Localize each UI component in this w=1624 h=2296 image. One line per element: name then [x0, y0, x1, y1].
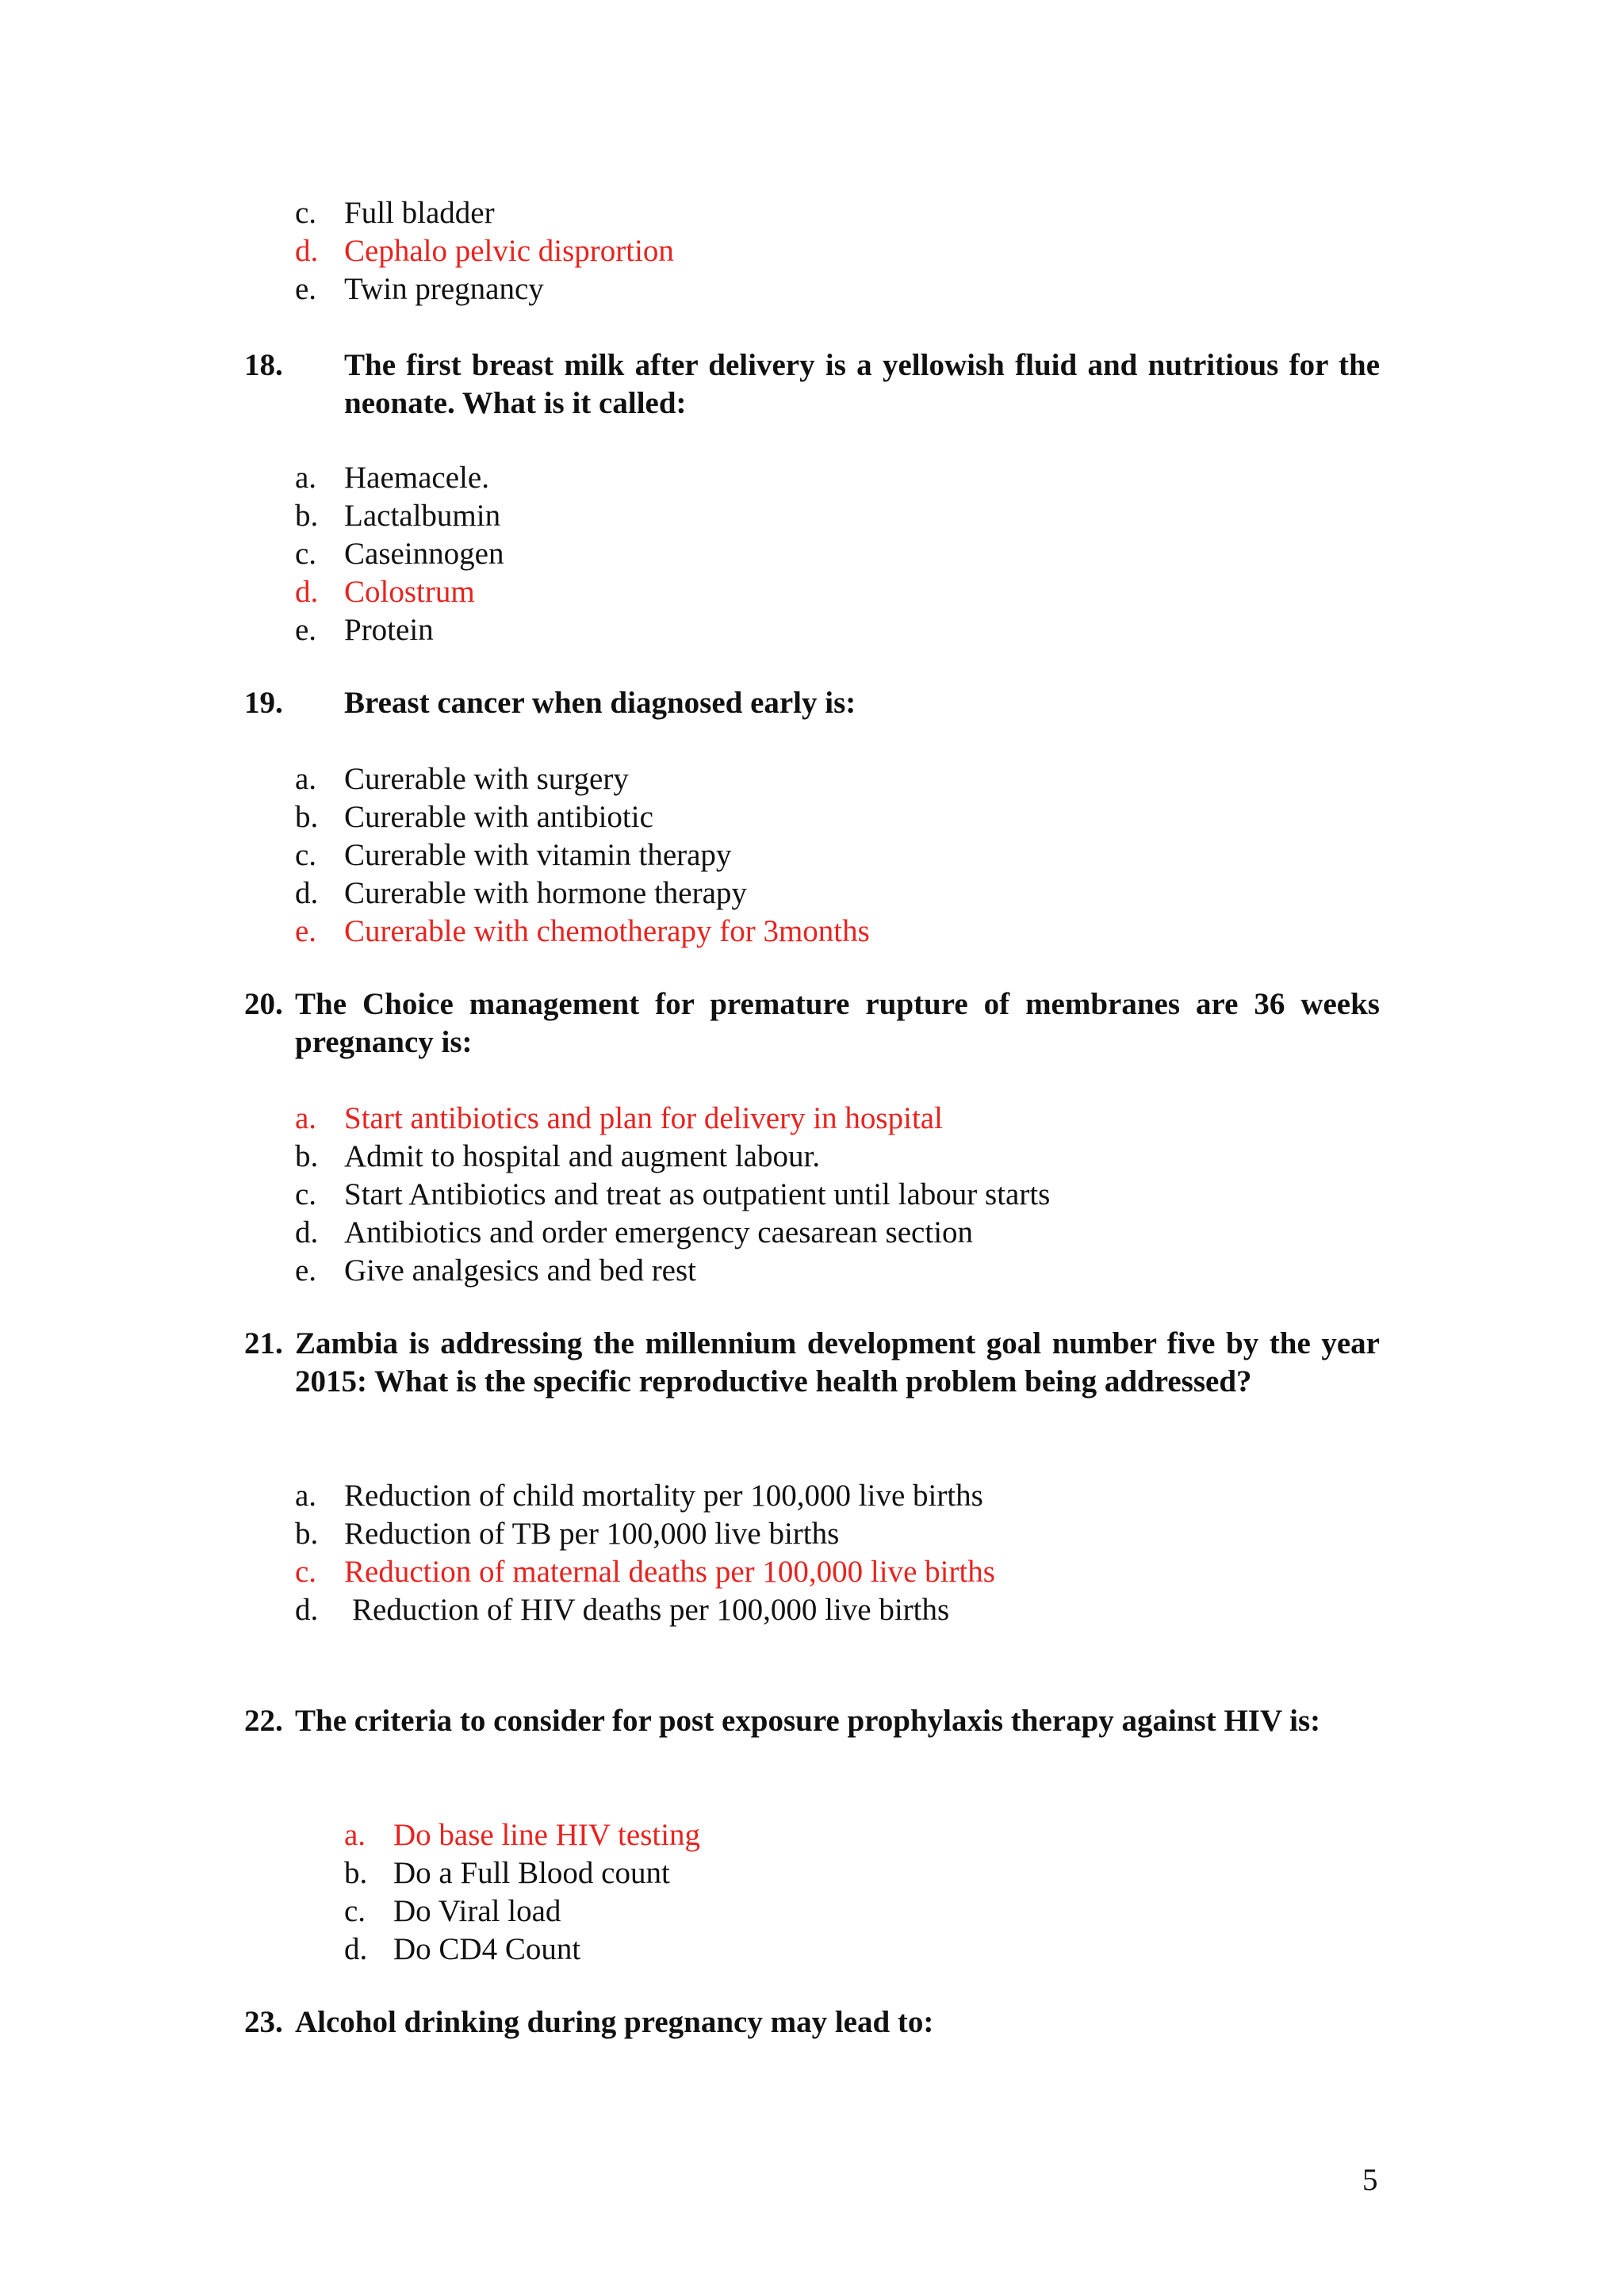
question-18-text: The first breast milk after delivery is a yellowish fluid and nutritious for the neonate. What is it called:: [344, 348, 1380, 420]
question-20-text: The Choice management for premature rupture of membranes are 36 weeks pregnancy is:: [295, 987, 1380, 1059]
document-page: c. Full bladder d. Cephalo pelvic disprortion e. Twin pregnancy 18. The first breast milk after delivery is a yellowish fluid and nutritious for the neonate. What is it called: a. Haemacele. b. Lactalbumin c. Caseinnogen d. Colostrum e. Protein 19. Breast cancer when diagnosed early is: a. Curerable with surgery b. Curerable with antibiotic c. Curerable with vitamin therapy d. Curerable with hormone therapy e. Curerable with chemotherapy for 3months 20. The Choice management for premature rupture of membranes are 36 weeks pregnancy is: a. Start antibiotics and plan for delivery in hospital b. Admit to hospital and augment labour. c. Start Antibiotics and treat as outpatient until labour starts d. Antibiotics and order emergency caesarean section e. Give analgesics and bed rest 21. Zambia is addressing the millennium development goal number five by the year 2015: What is the specific reproductive health problem being addressed? a. Reduction of child mortality per 100,000 live births b. Reduction of TB per 100,000 live births c. Reduction of maternal deaths per 100,000 live births d. Reduction of HIV deaths per 100,000 live births 22. The criteria to consider for post exposure prophylaxis therapy against HIV is: a. Do base line HIV testing b. Do a Full Blood count c. Do Viral load d. Do CD4 Count 23. Alcohol drinking during pregnancy may lead to: 5: [0, 0, 1624, 2296]
question-19-text: Breast cancer when diagnosed early is:: [344, 686, 856, 720]
question-21-text: Zambia is addressing the millennium development goal number five by the year 2015: What is the specific reproductive health problem being addressed?: [295, 1326, 1380, 1399]
page-number: 5: [1362, 2163, 1378, 2197]
question-23-text: Alcohol drinking during pregnancy may lead to:: [295, 2005, 934, 2039]
question-22-text: The criteria to consider for post exposure prophylaxis therapy against HIV is:: [295, 1704, 1321, 1738]
